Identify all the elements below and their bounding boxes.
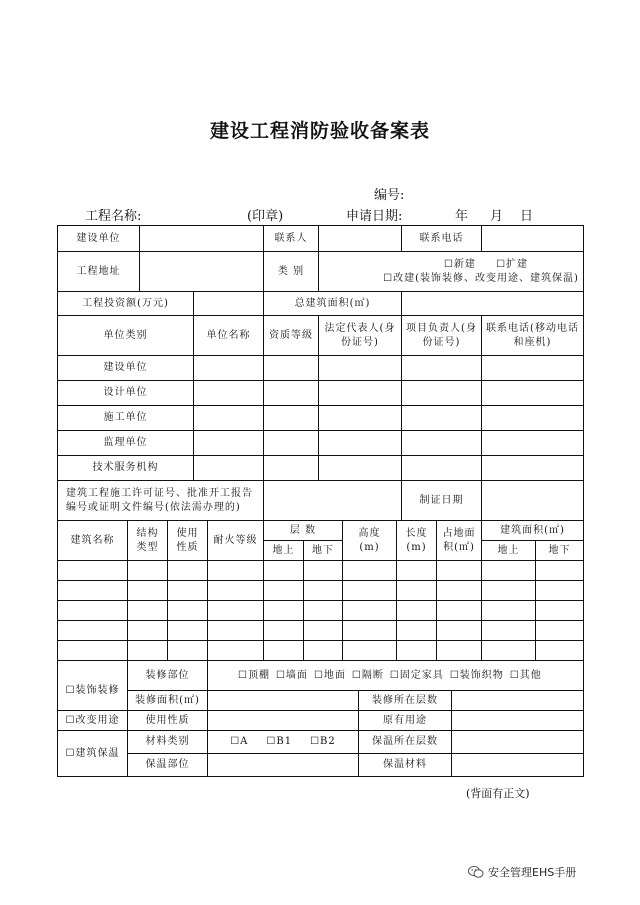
unit-cell[interactable] (482, 406, 584, 431)
issue-date-field[interactable] (482, 481, 584, 521)
option-floor[interactable]: ☐地面 (313, 669, 346, 681)
permit-label: 建筑工程施工许可证号、批准开工报告编号或证明文件编号(依法需办理的) (58, 481, 264, 521)
building-cell[interactable] (128, 621, 168, 641)
change-use-checkbox[interactable]: ☐改变用途 (58, 711, 128, 731)
decoration-part-options (208, 661, 584, 691)
building-cell[interactable] (343, 561, 397, 581)
watermark-text: 安全管理EHS手册 (488, 866, 577, 879)
unit-cell[interactable] (402, 381, 482, 406)
seal-label: (印章) (247, 209, 284, 224)
option-wall[interactable]: ☐墙面 (275, 669, 308, 681)
decoration-area-label: 装修面积(㎡) (128, 691, 208, 711)
building-cell[interactable] (437, 621, 482, 641)
length-header: 长度 (m) (397, 521, 437, 561)
building-cell[interactable] (304, 561, 343, 581)
building-cell[interactable] (168, 621, 208, 641)
building-cell[interactable] (437, 601, 482, 621)
building-cell[interactable] (482, 581, 536, 601)
contact-person-field[interactable] (319, 226, 402, 252)
building-cell[interactable] (264, 601, 304, 621)
apply-date-label: 申请日期: (346, 209, 403, 224)
insulation-floor-label: 保温所在层数 (359, 731, 452, 754)
building-cell[interactable] (437, 641, 482, 661)
unit-row-label: 技术服务机构 (58, 456, 194, 481)
construction-unit-field[interactable] (140, 226, 264, 252)
issue-date-label: 制证日期 (402, 481, 482, 521)
building-cell[interactable] (128, 601, 168, 621)
category-renovate-checkbox[interactable]: ☐改建(装饰装修、改变用途、建筑保温) (383, 272, 579, 284)
decoration-floor-label: 装修所在层数 (359, 691, 452, 711)
original-use-label: 原有用途 (359, 711, 452, 731)
building-cell[interactable] (264, 561, 304, 581)
watermark (468, 864, 576, 880)
total-area-label: 总建筑面积(㎡) (264, 292, 402, 316)
decoration-floor-field[interactable] (452, 691, 584, 711)
building-cell[interactable] (168, 581, 208, 601)
insulation-material-field[interactable] (452, 754, 584, 777)
unit-cell[interactable] (194, 431, 264, 456)
option-fixed-furniture[interactable]: ☐固定家具 (389, 669, 444, 681)
construction-unit-label: 建设单位 (58, 226, 140, 252)
decoration-checkbox[interactable]: ☐装饰装修 (58, 661, 128, 721)
investment-field[interactable] (194, 292, 264, 316)
unit-cell[interactable] (482, 456, 584, 481)
unit-cell[interactable] (319, 356, 402, 381)
number-label: 编号: (374, 188, 405, 203)
building-cell[interactable] (482, 601, 536, 621)
unit-cell[interactable] (264, 406, 319, 431)
investment-label: 工程投资额(万元) (58, 292, 194, 316)
building-cell[interactable] (482, 641, 536, 661)
category-expand-checkbox[interactable]: ☐扩建 (496, 258, 529, 270)
unit-cell[interactable] (264, 356, 319, 381)
category-new-checkbox[interactable]: ☐新建 (443, 258, 476, 270)
unit-row-label: 建设单位 (58, 356, 194, 381)
option-a[interactable]: ☐A (230, 736, 249, 747)
area-above-header: 地上 (482, 541, 536, 561)
year-label: 年 (455, 209, 469, 224)
building-cell[interactable] (58, 601, 128, 621)
building-cell[interactable] (397, 561, 437, 581)
building-cell[interactable] (536, 561, 584, 581)
unit-cell[interactable] (402, 431, 482, 456)
unit-cell[interactable] (319, 381, 402, 406)
category-options (319, 252, 584, 292)
building-cell[interactable] (128, 581, 168, 601)
project-address-field[interactable] (140, 252, 264, 292)
building-cell[interactable] (397, 601, 437, 621)
footprint-header: 占地面 积(㎡) (437, 521, 482, 561)
unit-cell[interactable] (194, 356, 264, 381)
change-use-nature-field[interactable] (208, 711, 359, 731)
building-cell[interactable] (304, 601, 343, 621)
month-label: 月 (490, 209, 504, 224)
unit-cell[interactable] (264, 381, 319, 406)
material-type-label: 材料类别 (128, 731, 208, 754)
project-name-label: 工程名称: (85, 209, 142, 224)
insulation-checkbox[interactable]: ☐建筑保温 (58, 731, 128, 777)
footer-note: (背面有正文) (466, 787, 530, 800)
building-cell[interactable] (58, 621, 128, 641)
unit-cell[interactable] (319, 406, 402, 431)
unit-cell[interactable] (194, 406, 264, 431)
building-cell[interactable] (536, 641, 584, 661)
wechat-icon (468, 865, 484, 879)
unit-cell[interactable] (402, 406, 482, 431)
floors-above-header: 地上 (264, 541, 304, 561)
area-below-header: 地下 (536, 541, 584, 561)
building-cell[interactable] (536, 581, 584, 601)
building-cell[interactable] (397, 641, 437, 661)
contact-phone-label: 联系电话 (402, 226, 482, 252)
building-cell[interactable] (437, 581, 482, 601)
building-cell[interactable] (304, 641, 343, 661)
insulation-part-label: 保温部位 (128, 754, 208, 777)
project-address-label: 工程地址 (58, 252, 140, 292)
unit-cell[interactable] (264, 431, 319, 456)
option-fabric[interactable]: ☐装饰织物 (449, 669, 504, 681)
unit-row-label: 施工单位 (58, 406, 194, 431)
height-header: 高度 (m) (343, 521, 397, 561)
building-cell[interactable] (437, 561, 482, 581)
building-cell[interactable] (128, 561, 168, 581)
building-cell[interactable] (208, 601, 264, 621)
insulation-floor-field[interactable] (452, 731, 584, 754)
building-cell[interactable] (168, 641, 208, 661)
building-cell[interactable] (482, 561, 536, 581)
insulation-part-field[interactable] (208, 754, 359, 777)
building-cell[interactable] (208, 561, 264, 581)
contact-person-label: 联系人 (264, 226, 319, 252)
unit-row-label: 监理单位 (58, 431, 194, 456)
category-label: 类 别 (264, 252, 319, 292)
floors-header: 层 数 (264, 521, 343, 541)
insulation-material-label: 保温材料 (359, 754, 452, 777)
unit-cell[interactable] (264, 456, 319, 481)
building-cell[interactable] (208, 621, 264, 641)
building-cell[interactable] (343, 621, 397, 641)
fire-rating-header: 耐火等级 (208, 521, 264, 561)
day-label: 日 (520, 209, 534, 224)
floors-below-header: 地下 (304, 541, 343, 561)
unit-cell[interactable] (319, 456, 402, 481)
building-cell[interactable] (304, 581, 343, 601)
building-cell[interactable] (536, 601, 584, 621)
building-area-header: 建筑面积(㎡) (482, 521, 584, 541)
document-title: 建设工程消防验收备案表 (209, 120, 430, 142)
change-use-nature-label: 使用性质 (128, 711, 208, 731)
building-cell[interactable] (264, 621, 304, 641)
unit-cell[interactable] (402, 456, 482, 481)
unit-name-header: 单位名称 (194, 316, 264, 356)
unit-row-label: 设计单位 (58, 381, 194, 406)
building-cell[interactable] (482, 621, 536, 641)
unit-cell[interactable] (194, 456, 264, 481)
unit-cell[interactable] (482, 381, 584, 406)
total-area-field[interactable] (402, 292, 584, 316)
unit-cell[interactable] (402, 356, 482, 381)
structure-type-header: 结构类型 (128, 521, 168, 561)
unit-phone-header: 联系电话(移动电话和座机) (482, 316, 584, 356)
building-cell[interactable] (343, 641, 397, 661)
permit-number-field[interactable] (264, 481, 402, 521)
building-cell[interactable] (208, 641, 264, 661)
building-cell[interactable] (264, 581, 304, 601)
building-cell[interactable] (397, 621, 437, 641)
building-cell[interactable] (208, 581, 264, 601)
building-cell[interactable] (397, 581, 437, 601)
unit-cell[interactable] (482, 356, 584, 381)
decoration-part-label: 装修部位 (128, 661, 208, 691)
contact-phone-field[interactable] (482, 226, 584, 252)
building-name-header: 建筑名称 (58, 521, 128, 561)
building-cell[interactable] (536, 621, 584, 641)
building-cell[interactable] (128, 641, 168, 661)
building-cell[interactable] (168, 601, 208, 621)
building-cell[interactable] (343, 601, 397, 621)
building-cell[interactable] (168, 561, 208, 581)
option-b2[interactable]: ☐B2 (310, 736, 336, 747)
qualification-header: 资质等级 (264, 316, 319, 356)
option-ceiling[interactable]: ☐顶棚 (238, 669, 270, 681)
legal-rep-header: 法定代表人(身份证号) (319, 316, 402, 356)
unit-cell[interactable] (319, 431, 402, 456)
original-use-field[interactable] (452, 711, 584, 731)
building-cell[interactable] (58, 581, 128, 601)
option-partition[interactable]: ☐隔断 (351, 669, 384, 681)
unit-cell[interactable] (482, 431, 584, 456)
building-cell[interactable] (264, 641, 304, 661)
material-type-options (208, 731, 359, 754)
option-b1[interactable]: ☐B1 (266, 736, 293, 747)
unit-cell[interactable] (194, 381, 264, 406)
decoration-area-field[interactable] (208, 691, 359, 711)
building-cell[interactable] (58, 641, 128, 661)
lower-form-table (57, 710, 584, 777)
option-other[interactable]: ☐其他 (509, 669, 542, 681)
project-lead-header: 项目负责人(身份证号) (402, 316, 482, 356)
building-cell[interactable] (304, 621, 343, 641)
building-cell[interactable] (343, 581, 397, 601)
filing-form-table (57, 225, 584, 777)
unit-category-header: 单位类别 (58, 316, 194, 356)
use-nature-header: 使用性质 (168, 521, 208, 561)
building-cell[interactable] (58, 561, 128, 581)
